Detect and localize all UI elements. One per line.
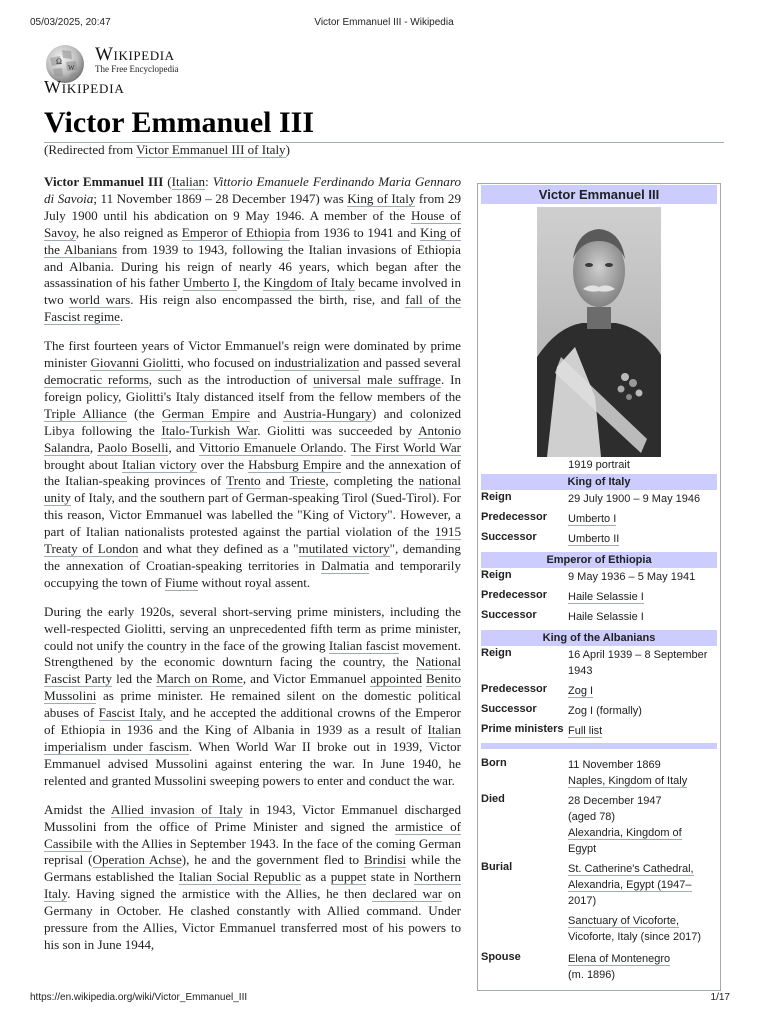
link-sanctuary-of-vicoforte[interactable]: Sanctuary of Vicoforte, — [568, 915, 680, 927]
link-st-catherines-cathedral[interactable]: St. Catherine's Cathedral, — [568, 863, 694, 875]
wikipedia-wordmark-small: Wikipedia — [44, 77, 125, 97]
link-appointed[interactable]: appointed — [370, 671, 422, 687]
print-footer — [30, 992, 738, 1006]
row-died: Died 28 December 1947 (aged 78) Alexandria, Kingdom of Egypt — [481, 793, 682, 855]
link-treaty-of-london[interactable]: 1915 Treaty of London — [44, 524, 461, 557]
link-trento[interactable]: Trento — [226, 473, 261, 489]
portrait-photo[interactable] — [537, 207, 661, 457]
row-spouse: Spouse Elena of Montenegro (m. 1896) — [481, 951, 671, 981]
link-king-of-italy[interactable]: King of Italy — [347, 190, 416, 206]
link-naples[interactable]: Naples, Kingdom of Italy — [568, 775, 688, 787]
link-alexandria[interactable]: Alexandria, Kingdom of — [568, 827, 682, 839]
redirect-notice: (Redirected from Victor Emmanuel III of Italy) — [44, 142, 290, 157]
lead-paragraph-3: During the early 1920s, several short-serving prime ministers, including the well-respected Giolitti, serving an unprecedented fifth term as prime minister, could not unify the country in the face of the growing Italian fascist movement. Strengthened by the economic downturn facing the country, the National Fascist Party led the March on Rome, and Victor Emmanuel appointed Benito Mussolini as prime minister. He remained silent on the domestic political abuses of Fascist Italy, and he accepted the additional crowns of the Emperor of Ethiopia in 1936 and the King of Albania in 1939 as a result of Italian imperialism under fascism. When World War II broke out in 1939, Victor Emmanuel advised Mussolini against entering the war. In June 1940, he relented and granted Mussolini sweeping powers to enter and conduct the war. — [44, 603, 461, 788]
section-emperor-of-ethiopia: Emperor of Ethiopia — [481, 552, 717, 568]
link-italian-fascist[interactable]: Italian fascist — [328, 637, 400, 653]
infobox — [477, 183, 721, 991]
link-umberto-i-infobox[interactable]: Umberto I — [568, 513, 617, 525]
link-dalmatia[interactable]: Dalmatia — [321, 557, 370, 573]
print-url[interactable]: https://en.wikipedia.org/wiki/Victor_Emmanuel_III — [30, 992, 248, 1003]
link-umberto-ii[interactable]: Umberto II — [568, 533, 620, 545]
print-title: Victor Emmanuel III - Wikipedia — [314, 17, 454, 28]
link-universal-male-suffrage[interactable]: universal male suffrage — [313, 371, 441, 387]
section-king-of-the-albanians: King of the Albanians — [481, 630, 717, 646]
link-march-on-rome[interactable]: March on Rome — [156, 671, 243, 687]
link-declared-war[interactable]: declared war — [372, 886, 443, 902]
portrait-caption: 1919 portrait — [568, 459, 630, 471]
link-national-unity[interactable]: national unity — [44, 473, 462, 506]
link-zog-i[interactable]: Zog I — [568, 685, 594, 697]
link-allied-invasion-of-italy[interactable]: Allied invasion of Italy — [111, 801, 243, 817]
infobox-title: Victor Emmanuel III — [481, 185, 717, 204]
link-italian-social-republic[interactable]: Italian Social Republic — [178, 869, 301, 885]
print-header — [30, 17, 738, 31]
row-successor: Successor Haile Selassie I — [481, 609, 644, 623]
row-successor: Successor Zog I (formally) — [481, 703, 642, 717]
link-umberto-i[interactable]: Umberto I — [182, 275, 238, 291]
svg-text:Ω: Ω — [56, 57, 62, 66]
link-industrialization[interactable]: industrialization — [274, 355, 360, 371]
page-number: 1/17 — [710, 992, 730, 1003]
wikipedia-logo[interactable] — [44, 42, 204, 97]
link-king-of-the-albanians[interactable]: King of the Albanians — [44, 224, 461, 257]
link-fascist-italy[interactable]: Fascist Italy — [98, 705, 163, 721]
row-predecessor: Predecessor Umberto I — [481, 511, 617, 525]
section-king-of-italy: King of Italy — [481, 474, 717, 490]
lead-paragraph-1: Victor Emmanuel III (Italian: Vittorio Emanuele Ferdinando Maria Gennaro di Savoia; 11 November 1869 – 28 December 1947) was King of Italy from 29 July 1900 until his abdication on 9 May 1946. A member of the House of Savoy, he also reigned as Emperor of Ethiopia from 1936 to 1941 and King of the Albanians from 1939 to 1943, following the Italian invasions of Ethiopia and Albania. During his reign of nearly 46 years, which began after the assassination of his father Umberto I, the Kingdom of Italy became involved in two world wars. His reign also encompassed the birth, rise, and fall of the Fascist regime. — [44, 174, 462, 325]
row-born: Born 11 November 1869 Naples, Kingdom of Italy — [481, 757, 688, 787]
link-italo-turkish-war[interactable]: Italo-Turkish War — [161, 422, 258, 438]
wikipedia-wordmark: Wikipedia — [95, 44, 175, 65]
svg-text:W: W — [68, 64, 75, 72]
link-house-of-savoy[interactable]: House of Savoy — [44, 207, 462, 240]
infobox-divider-bar — [481, 743, 717, 749]
row-reign: Reign 9 May 1936 – 5 May 1941 — [481, 569, 696, 583]
row-predecessor: Predecessor Zog I — [481, 683, 594, 697]
link-elena-of-montenegro[interactable]: Elena of Montenegro — [568, 953, 671, 965]
link-kingdom-of-italy[interactable]: Kingdom of Italy — [263, 275, 355, 291]
link-fall-of-fascist-regime[interactable]: fall of the Fascist regime — [44, 292, 461, 325]
wikipedia-tagline: The Free Encyclopedia — [95, 64, 179, 74]
row-prime-ministers: Prime ministers Full list — [481, 723, 603, 737]
link-brindisi[interactable]: Brindisi — [363, 852, 407, 868]
article-body — [44, 174, 461, 966]
link-german-empire[interactable]: German Empire — [161, 405, 251, 421]
link-giovanni-giolitti[interactable]: Giovanni Giolitti — [90, 355, 181, 371]
link-antonio-salandra[interactable]: Antonio Salandra — [44, 422, 461, 455]
link-paolo-boselli[interactable]: Paolo Boselli — [97, 439, 169, 455]
link-italian-victory[interactable]: Italian victory — [121, 456, 197, 472]
redirect-link[interactable]: Victor Emmanuel III of Italy — [136, 142, 286, 157]
row-reign: Reign 29 July 1900 – 9 May 1946 — [481, 491, 701, 505]
link-northern-italy[interactable]: Northern Italy — [44, 869, 462, 902]
link-benito-mussolini[interactable]: Benito Mussolini — [44, 671, 461, 704]
link-puppet-state[interactable]: puppet — [330, 869, 367, 885]
lead-paragraph-4: Amidst the Allied invasion of Italy in 1943, Victor Emmanuel discharged Mussolini from the office of Prime Minister and signed the armistice of Cassibile with the Allies in September 1943. In the face of the coming German reprisal (Operation Achse), he and the government fled to Brindisi while the Germans established the Italian Social Republic as a puppet state in Northern Italy. Having signed the armistice with the Allies, he then declared war on Germany in October. He clashed constantly with Allied command. Under pressure from the Allies, Victor Emmanuel transferred most of his powers to his son in June 1944, — [44, 801, 462, 952]
link-mutilated-victory[interactable]: mutilated victory — [298, 541, 390, 557]
lead-paragraph-2: The first fourteen years of Victor Emmanuel's reign were dominated by prime minister Giovanni Giolitti, who focused on industrialization and passed several democratic reforms, such as the introduction of universal male suffrage. In foreign policy, Giolitti's Italy distanced itself from the fellow members of the Triple Alliance (the German Empire and Austria-Hungary) and colonized Libya following the Italo-Turkish War. Giolitti was succeeded by Antonio Salandra, Paolo Boselli, and Vittorio Emanuele Orlando. The First World War brought about Italian victory over the Habsburg Empire and the annexation of the Italian-speaking provinces of Trento and Trieste, completing the national unity of Italy, and the southern part of German-speaking Tirol (Sued-Tirol). For this reason, Victor Emmanuel was labelled the "King of Victory". However, a part of Italian nationalists protested against the partial violation of the 1915 Treaty of London and what they defined as a "mutilated victory", demanding the annexation of Croatian-speaking territories in Dalmatia and temporarily occupying the town of Fiume without royal assent. — [44, 338, 462, 590]
link-haile-selassie[interactable]: Haile Selassie I — [568, 591, 644, 603]
link-vittorio-emanuele-orlando[interactable]: Vittorio Emanuele Orlando — [198, 439, 344, 455]
row-burial: Burial St. Catherine's Cathedral, Alexandria, Egypt (1947– 2017) — [481, 861, 694, 907]
print-date: 05/03/2025, 20:47 — [30, 17, 111, 28]
link-austria-hungary[interactable]: Austria-Hungary — [283, 405, 372, 421]
page-title: Victor Emmanuel III — [44, 106, 724, 143]
link-fiume[interactable]: Fiume — [164, 574, 199, 590]
link-operation-achse[interactable]: Operation Achse — [92, 852, 182, 868]
link-democratic-reforms[interactable]: democratic reforms — [44, 371, 149, 387]
row-predecessor: Predecessor Haile Selassie I — [481, 589, 644, 603]
link-national-fascist-party[interactable]: National Fascist Party — [44, 654, 461, 687]
row-burial-2: Sanctuary of Vicoforte, Vicoforte, Italy (since 2017) — [568, 915, 702, 943]
link-first-world-war[interactable]: The First World War — [350, 439, 461, 455]
link-full-list[interactable]: Full list — [568, 725, 603, 737]
link-armistice-of-cassibile[interactable]: armistice of Cassibile — [44, 818, 462, 851]
link-italian[interactable]: Italian — [171, 174, 206, 189]
row-successor: Successor Umberto II — [481, 531, 620, 545]
link-trieste[interactable]: Trieste — [289, 473, 326, 489]
link-alexandria-egypt[interactable]: Alexandria, Egypt (1947– — [568, 879, 692, 891]
link-emperor-of-ethiopia[interactable]: Emperor of Ethiopia — [181, 224, 291, 240]
link-habsburg-empire[interactable]: Habsburg Empire — [248, 456, 342, 472]
link-italian-imperialism[interactable]: Italian imperialism under fascism — [44, 722, 461, 754]
row-reign: Reign 16 April 1939 – 8 September 1943 — [481, 647, 708, 677]
link-world-wars[interactable]: world wars — [69, 292, 131, 308]
link-triple-alliance[interactable]: Triple Alliance — [44, 405, 127, 421]
